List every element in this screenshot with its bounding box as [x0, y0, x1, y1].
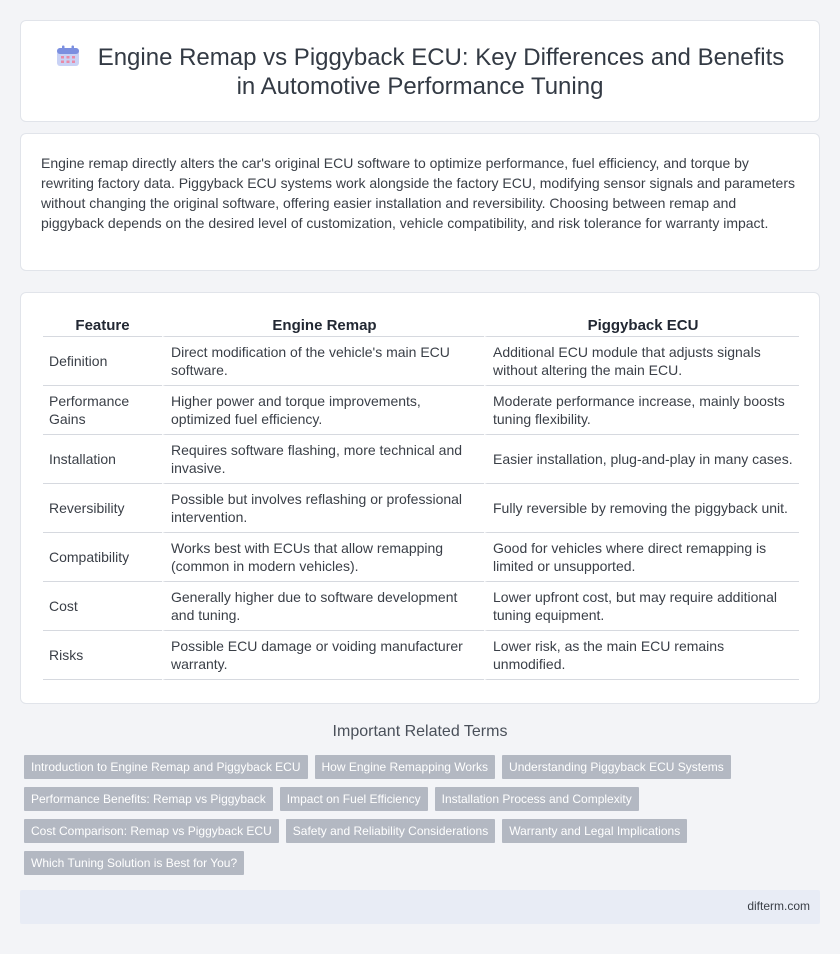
header-engine-remap: Engine Remap	[162, 315, 484, 337]
table-row	[43, 484, 799, 533]
feature-cell: Reversibility	[43, 484, 162, 533]
comparison-table	[43, 315, 799, 680]
piggyback-cell: Good for vehicles where direct remapping is limited or unsupported.	[484, 533, 799, 582]
feature-cell: Compatibility	[43, 533, 162, 582]
remap-cell: Direct modification of the vehicle's main ECU software.	[162, 337, 484, 386]
table-row	[43, 435, 799, 484]
table-row	[43, 582, 799, 631]
remap-cell: Possible but involves reflashing or professional intervention.	[162, 484, 484, 533]
piggyback-cell: Easier installation, plug-and-play in many cases.	[484, 435, 799, 484]
footer-bar	[20, 890, 820, 924]
remap-cell: Higher power and torque improvements, optimized fuel efficiency.	[162, 386, 484, 435]
calendar-icon	[56, 45, 80, 67]
piggyback-cell: Lower upfront cost, but may require additional tuning equipment.	[484, 582, 799, 631]
table-row	[43, 533, 799, 582]
table-row	[43, 631, 799, 680]
feature-cell: Definition	[43, 337, 162, 386]
table-header-row	[43, 315, 799, 337]
page-title: Engine Remap vs Piggyback ECU: Key Differences and Benefits in Automotive Performance Tuning	[97, 44, 785, 100]
related-term-tag[interactable]: How Engine Remapping Works	[315, 755, 496, 779]
related-term-tag[interactable]: Safety and Reliability Considerations	[286, 819, 495, 843]
piggyback-cell: Fully reversible by removing the piggyback unit.	[484, 484, 799, 533]
remap-cell: Possible ECU damage or voiding manufacturer warranty.	[162, 631, 484, 680]
related-term-tag[interactable]: Cost Comparison: Remap vs Piggyback ECU	[24, 819, 279, 843]
header-piggyback-ecu: Piggyback ECU	[484, 315, 799, 337]
comparison-table-card	[20, 292, 820, 704]
intro-card	[20, 133, 820, 271]
related-term-tag[interactable]: Understanding Piggyback ECU Systems	[502, 755, 731, 779]
table-row	[43, 337, 799, 386]
footer-site-link[interactable]: difterm.com	[747, 899, 810, 913]
related-terms-list	[24, 755, 744, 875]
intro-paragraph: Engine remap directly alters the car's original ECU software to optimize performance, fuel efficiency, and torque by rewriting factory data. Piggyback ECU systems work alongside the factory ECU, modifying sensor signals and parameters without changing the original software, offering easier installation and reversibility. Choosing between remap and piggyback depends on the desired level of customization, vehicle compatibility, and risk tolerance for warranty impact.	[41, 155, 795, 231]
remap-cell: Generally higher due to software development and tuning.	[162, 582, 484, 631]
page-title-block	[51, 43, 789, 101]
piggyback-cell: Lower risk, as the main ECU remains unmodified.	[484, 631, 799, 680]
remap-cell: Requires software flashing, more technical and invasive.	[162, 435, 484, 484]
remap-cell: Works best with ECUs that allow remapping (common in modern vehicles).	[162, 533, 484, 582]
related-term-tag[interactable]: Impact on Fuel Efficiency	[280, 787, 428, 811]
title-card	[20, 20, 820, 122]
related-terms-heading: Important Related Terms	[332, 723, 508, 740]
feature-cell: Risks	[43, 631, 162, 680]
feature-cell: Performance Gains	[43, 386, 162, 435]
related-term-tag[interactable]: Installation Process and Complexity	[435, 787, 639, 811]
feature-cell: Cost	[43, 582, 162, 631]
piggyback-cell: Additional ECU module that adjusts signals without altering the main ECU.	[484, 337, 799, 386]
piggyback-cell: Moderate performance increase, mainly boosts tuning flexibility.	[484, 386, 799, 435]
table-row	[43, 386, 799, 435]
related-term-tag[interactable]: Introduction to Engine Remap and Piggyback ECU	[24, 755, 308, 779]
related-term-tag[interactable]: Warranty and Legal Implications	[502, 819, 687, 843]
related-term-tag[interactable]: Which Tuning Solution is Best for You?	[24, 851, 244, 875]
header-feature: Feature	[43, 315, 162, 337]
related-term-tag[interactable]: Performance Benefits: Remap vs Piggyback	[24, 787, 273, 811]
feature-cell: Installation	[43, 435, 162, 484]
